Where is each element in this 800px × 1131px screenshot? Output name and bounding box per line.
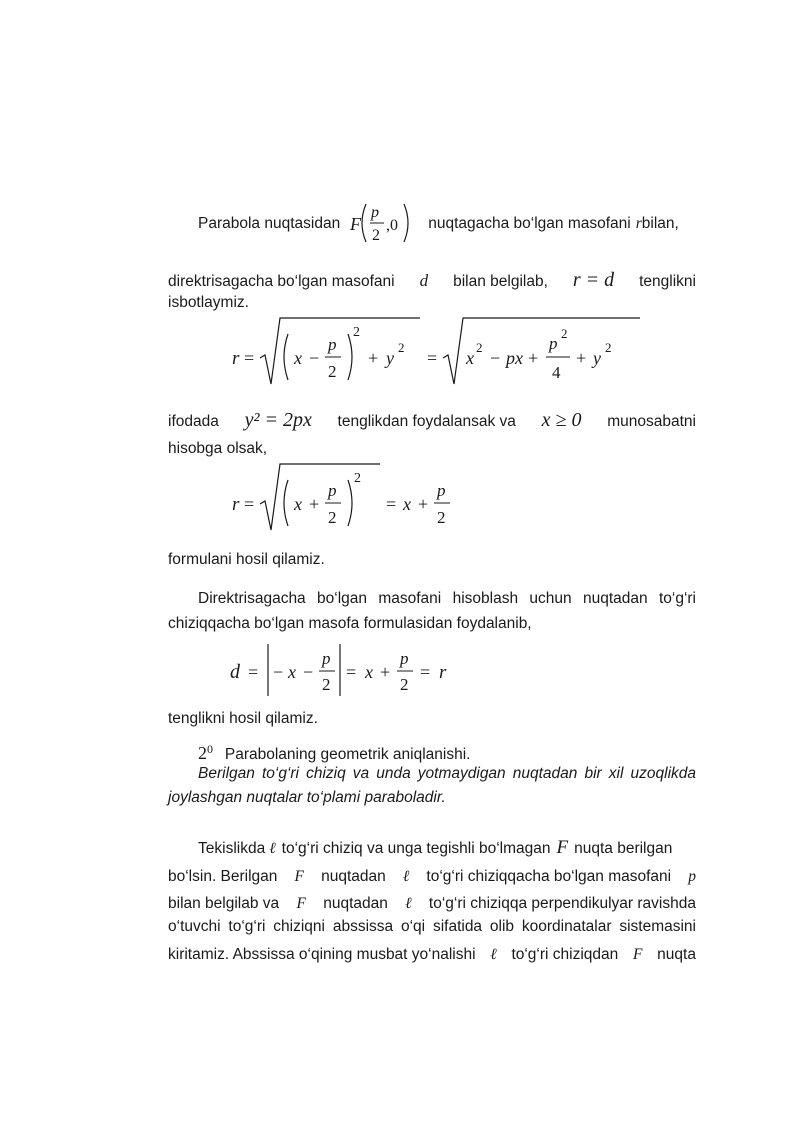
p1-text-b2: bilan, bbox=[641, 214, 679, 232]
p4-text: Direktrisagacha bo‘lgan masofani hisoblash uchun nuqtadan to‘g‘ri chiziqqacha bo‘lgan masofa formulasidan foydalanib, bbox=[168, 590, 696, 632]
svg-text:2: 2 bbox=[322, 675, 331, 694]
svg-text:x: x bbox=[294, 494, 302, 514]
ell-symbol-2: ℓ bbox=[402, 868, 410, 885]
p2-text-c: munosabatni bbox=[607, 413, 696, 430]
svg-text:2: 2 bbox=[354, 471, 361, 486]
svg-text:=: = bbox=[248, 662, 259, 682]
p1-eq-r-d: r = d bbox=[572, 269, 615, 291]
p2-text-d: hisobga olsak, bbox=[168, 440, 268, 457]
svg-text:−: − bbox=[303, 662, 314, 682]
p1-text-c3: tenglikni bbox=[639, 273, 696, 290]
svg-text:p: p bbox=[322, 649, 331, 668]
p1-var-r: r bbox=[635, 214, 642, 232]
paragraph-4 bbox=[168, 586, 696, 636]
svg-text:p: p bbox=[328, 335, 337, 354]
p2-text-b: tenglikdan foydalansak va bbox=[337, 413, 516, 430]
svg-text:+: + bbox=[528, 348, 539, 368]
svg-text:px: px bbox=[506, 348, 523, 368]
section-title: Parabolaning geometrik aniqlanishi. bbox=[224, 746, 471, 764]
svg-text:+: + bbox=[368, 348, 379, 368]
svg-text:r: r bbox=[439, 662, 447, 683]
p6-l5c: nuqta bbox=[657, 946, 696, 963]
paragraph-6-line-4 bbox=[168, 914, 696, 939]
svg-text:2: 2 bbox=[605, 340, 612, 355]
p2-text-a: ifodada bbox=[168, 413, 219, 430]
section-number: 2 bbox=[198, 743, 207, 764]
p3-text: formulani hosil qilamiz. bbox=[168, 551, 325, 568]
paragraph-6-line-3 bbox=[168, 891, 696, 916]
svg-text:=: = bbox=[244, 494, 255, 514]
ell-symbol-4: ℓ bbox=[490, 946, 497, 963]
svg-text:2: 2 bbox=[398, 340, 405, 355]
definition-text bbox=[168, 762, 696, 810]
svg-text:x: x bbox=[365, 662, 373, 682]
svg-text:r: r bbox=[232, 494, 240, 515]
svg-text:p: p bbox=[437, 481, 446, 500]
p6-l2c: to‘g‘ri chiziqqacha bo‘lgan masofani bbox=[426, 868, 672, 885]
svg-text:p: p bbox=[328, 481, 337, 500]
p2-eq-y2: y² = 2px bbox=[244, 409, 312, 431]
svg-text:+: + bbox=[380, 662, 391, 682]
svg-text:2: 2 bbox=[400, 675, 409, 694]
svg-text:p: p bbox=[549, 334, 558, 353]
paragraph-2-line-1 bbox=[168, 408, 696, 434]
svg-text:r: r bbox=[232, 348, 240, 369]
F-symbol-1: F bbox=[556, 837, 569, 858]
svg-text:y: y bbox=[386, 348, 394, 368]
p6-l5a: kiritamiz. Abssissa o‘qining musbat yo‘nalishi bbox=[168, 946, 476, 963]
p2-eq-x-geq-0: x ≥ 0 bbox=[541, 409, 582, 431]
F-symbol-2: F bbox=[294, 868, 304, 885]
p6-l1b: to‘g‘ri chiziq va unga tegishli bo‘lmagan bbox=[281, 840, 551, 857]
paragraph-6-line-2 bbox=[168, 864, 696, 889]
section-sup: 0 bbox=[207, 742, 213, 756]
svg-text:2: 2 bbox=[353, 325, 360, 340]
svg-text:x: x bbox=[288, 662, 296, 682]
ell-symbol-1: ℓ bbox=[269, 840, 276, 857]
p6-l2b: nuqtadan bbox=[321, 868, 386, 885]
equation-distance-r bbox=[230, 312, 650, 392]
paragraph-1-line-1 bbox=[168, 198, 696, 248]
svg-text:+: + bbox=[418, 494, 429, 514]
svg-text:2: 2 bbox=[437, 508, 446, 527]
svg-text:x: x bbox=[403, 494, 411, 514]
svg-text:,0: ,0 bbox=[386, 217, 399, 234]
p6-l3c: to‘g‘ri chiziqqa perpendikulyar ravishda bbox=[428, 895, 696, 912]
svg-text:2: 2 bbox=[561, 326, 568, 341]
p6-l2a: bo‘lsin. Berilgan bbox=[168, 868, 278, 885]
svg-text:=: = bbox=[427, 348, 438, 368]
paragraph-3 bbox=[168, 547, 696, 572]
svg-text:2: 2 bbox=[476, 340, 483, 355]
svg-text:2: 2 bbox=[328, 508, 337, 527]
svg-text:x: x bbox=[294, 348, 302, 368]
svg-text:+: + bbox=[576, 348, 587, 368]
equation-r-simplified bbox=[230, 458, 490, 538]
p6-l3b: nuqtadan bbox=[323, 895, 388, 912]
definition-body: Berilgan to‘g‘ri chiziq va unda yotmaydigan nuqtadan bir xil uzoqlikda joylashgan nuqtalar to‘plami paraboladir. bbox=[168, 765, 696, 806]
svg-text:p: p bbox=[400, 649, 409, 668]
svg-text:2: 2 bbox=[372, 227, 381, 244]
p6-l1a: Tekislikda bbox=[198, 840, 266, 857]
p6-l3a: bilan belgilab va bbox=[168, 895, 280, 912]
paragraph-6-line-5 bbox=[168, 942, 696, 967]
F-symbol-3: F bbox=[296, 895, 306, 912]
p1-text-b: nuqtagacha bo‘lgan masofani bbox=[428, 214, 631, 232]
svg-text:+: + bbox=[309, 494, 320, 514]
p1-var-d: d bbox=[419, 271, 429, 290]
svg-text:4: 4 bbox=[552, 363, 561, 382]
p1-text-c2: bilan belgilab, bbox=[453, 273, 548, 290]
p6-l5b: to‘g‘ri chiziqdan bbox=[511, 946, 619, 963]
p1-text-a: Parabola nuqtasidan bbox=[198, 214, 341, 232]
svg-text:=: = bbox=[420, 662, 431, 682]
p1-text-d: isbotlaymiz. bbox=[168, 294, 249, 311]
svg-text:y: y bbox=[593, 348, 601, 368]
F-symbol-4: F bbox=[632, 946, 643, 963]
focus-point-formula bbox=[344, 198, 424, 248]
equation-distance-d bbox=[228, 632, 488, 702]
svg-text:=: = bbox=[244, 348, 255, 368]
paragraph-6-line-1 bbox=[168, 835, 696, 861]
p6-l4: o‘tuvchi to‘g‘ri chiziqni abssissa o‘qi sifatida olib koordinatalar sistemasini bbox=[168, 918, 696, 935]
p-symbol-1: p bbox=[688, 868, 696, 885]
p1-text-c: direktrisagacha bo‘lgan masofani bbox=[168, 273, 395, 290]
p5-text: tenglikni hosil qilamiz. bbox=[168, 710, 318, 727]
svg-text:−: − bbox=[490, 348, 501, 368]
svg-text:2: 2 bbox=[328, 362, 337, 381]
svg-text:d: d bbox=[230, 661, 240, 683]
svg-text:=: = bbox=[386, 494, 397, 514]
p6-l1c: nuqta berilgan bbox=[574, 840, 673, 857]
svg-text:=: = bbox=[346, 662, 357, 682]
ell-symbol-3: ℓ bbox=[405, 895, 412, 912]
svg-text:−: − bbox=[273, 662, 284, 682]
svg-text:p: p bbox=[371, 204, 380, 221]
svg-text:x: x bbox=[466, 348, 474, 368]
svg-text:F: F bbox=[350, 214, 362, 234]
paragraph-5 bbox=[168, 706, 696, 731]
svg-text:−: − bbox=[309, 348, 320, 368]
